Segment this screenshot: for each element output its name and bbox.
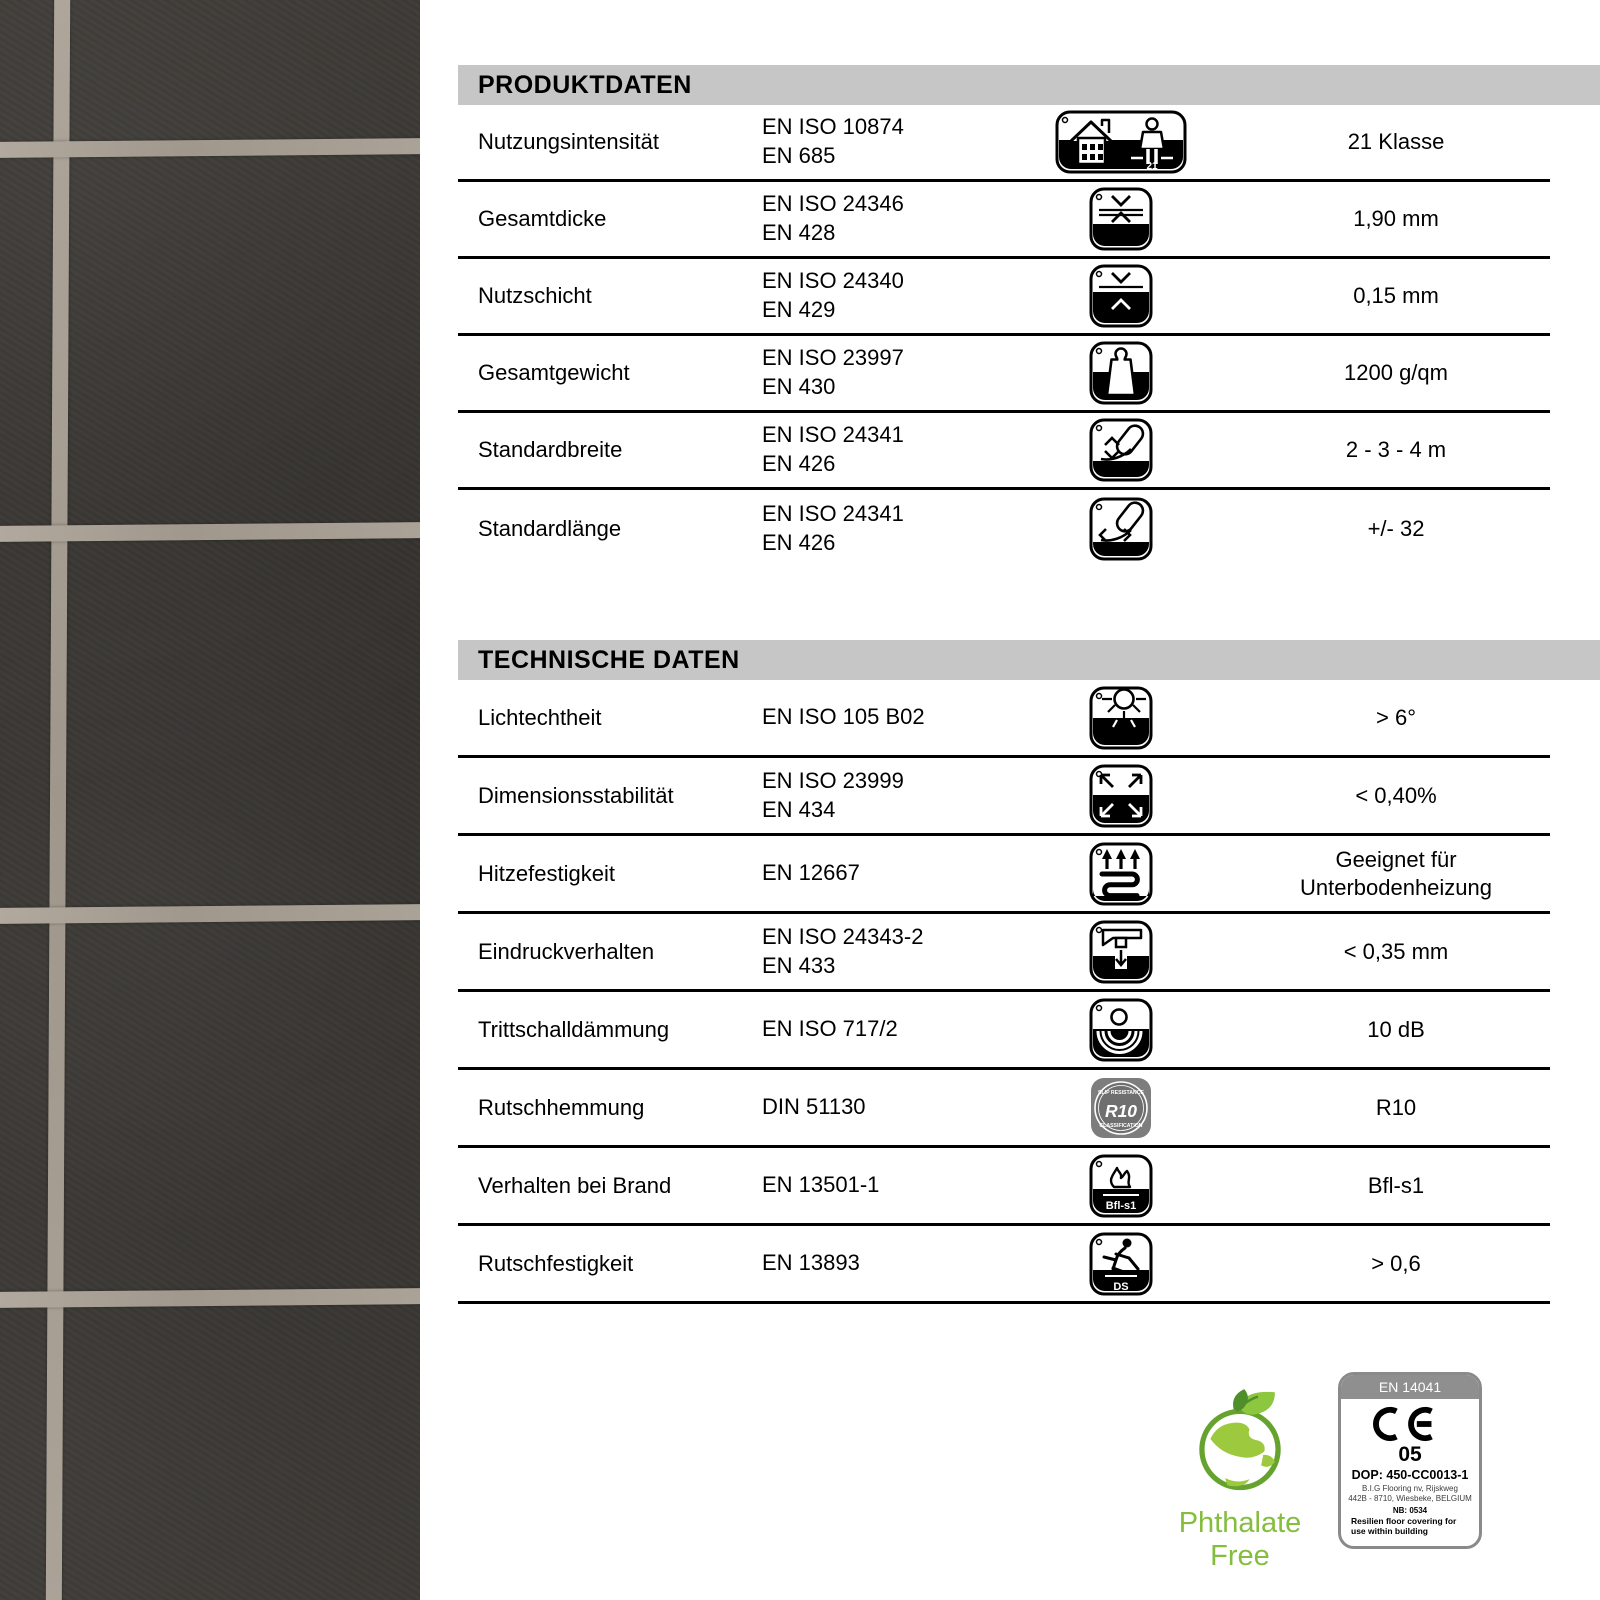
section-title: TECHNISCHE DATEN (478, 645, 740, 674)
section-header-bar (458, 65, 1600, 105)
property-value: 21 Klasse (1347, 129, 1445, 155)
property-value: Bfl-s1 (1367, 1172, 1425, 1198)
svg-text:DS: DS (1113, 1280, 1129, 1293)
fire-behaviour-bfl-s1-icon (1089, 1154, 1153, 1218)
pictogram-cell (1046, 341, 1196, 405)
pictogram-cell (1046, 842, 1196, 906)
table-row (458, 836, 1550, 914)
slip-resistance-ds-icon (1089, 1232, 1153, 1296)
pictogram-cell (1046, 497, 1196, 561)
pictogram-cell (1046, 998, 1196, 1062)
property-label: Rutschfestigkeit (478, 1250, 634, 1276)
property-value: 2 - 3 - 4 m (1345, 437, 1447, 463)
pictogram-cell (1046, 264, 1196, 328)
table-row (458, 413, 1550, 490)
ce-badge-header: EN 14041 (1341, 1375, 1479, 1399)
standard-reference: EN 12667 (762, 860, 860, 886)
tile-photo-panel (0, 0, 420, 1600)
svg-text:R10: R10 (1104, 1100, 1138, 1121)
impact-sound-icon (1089, 998, 1153, 1062)
ce-mark-icon (1371, 1405, 1449, 1443)
property-label: Trittschalldämmung (478, 1016, 670, 1042)
grout-line (0, 138, 420, 158)
svg-text:SLIP RESISTANCE: SLIP RESISTANCE (1098, 1089, 1144, 1096)
grout-line (0, 1288, 420, 1308)
property-value: +/- 32 (1367, 515, 1425, 541)
property-label: Eindruckverhalten (478, 938, 655, 964)
slip-resistance-r10-icon (1089, 1076, 1153, 1140)
property-value: 0,15 mm (1353, 283, 1439, 309)
light-fastness-sun-icon (1089, 686, 1153, 750)
ce-address (1341, 1484, 1479, 1504)
table-row (458, 259, 1550, 336)
table-row (458, 105, 1550, 182)
standard-reference: DIN 51130 (762, 1094, 866, 1120)
ce-nb-number: NB: 0534 (1392, 1506, 1428, 1515)
wear-layer-icon (1089, 264, 1153, 328)
standard-reference: EN 13501-1 (762, 1172, 880, 1198)
property-label: Standardlänge (478, 515, 622, 541)
grout-line (0, 904, 420, 924)
property-label: Gesamtdicke (478, 206, 607, 231)
roll-width-icon (1089, 418, 1153, 482)
property-value: > 6° (1376, 704, 1416, 730)
standard-reference: EN ISO 105 B02 (762, 704, 925, 730)
standard-reference: EN ISO 24343-2 EN 433 (762, 923, 924, 978)
pictogram-cell (1046, 187, 1196, 251)
ce-address-line1: B.I.G Flooring nv, Rijskweg (1362, 1484, 1458, 1493)
property-value: 1,90 mm (1353, 206, 1439, 232)
section-header-bar (458, 640, 1600, 680)
property-label: Standardbreite (478, 437, 623, 462)
data-section (458, 640, 1600, 1304)
standard-reference: EN 13893 (762, 1250, 860, 1276)
total-thickness-icon (1089, 187, 1153, 251)
svg-text:21: 21 (1146, 161, 1158, 172)
underfloor-heating-icon (1089, 842, 1153, 906)
pictogram-cell (1046, 110, 1196, 174)
pictogram-cell (1046, 1154, 1196, 1218)
table-row (458, 914, 1550, 992)
property-label: Gesamtgewicht (478, 360, 630, 385)
property-value: Geeignet für Unterbodenheizung (1299, 847, 1493, 900)
roll-length-icon (1089, 497, 1153, 561)
standard-reference: EN ISO 23999 EN 434 (762, 767, 904, 822)
data-section (458, 65, 1600, 567)
property-value: < 0,35 mm (1343, 938, 1449, 964)
indentation-icon (1089, 920, 1153, 984)
table-row (458, 1148, 1550, 1226)
property-value: 1200 g/qm (1344, 360, 1448, 386)
property-value: 10 dB (1367, 1016, 1425, 1042)
table-row (458, 336, 1550, 413)
table-row (458, 680, 1550, 758)
table-row (458, 490, 1550, 567)
standard-reference: EN ISO 24341 EN 426 (762, 422, 904, 476)
datasheet-content (458, 0, 1600, 1304)
ce-number: 05 (1398, 1443, 1422, 1466)
property-label: Rutschhemmung (478, 1094, 645, 1120)
pictogram-cell (1046, 920, 1196, 984)
usage-class-21-icon (1055, 110, 1187, 174)
ce-dop: DOP: 450-CC0013-1 (1351, 1468, 1469, 1482)
property-label: Lichtechtheit (478, 704, 602, 730)
property-value: < 0,40% (1355, 782, 1437, 808)
property-label: Dimensionsstabilität (478, 782, 674, 808)
table-row (458, 1070, 1550, 1148)
pictogram-cell (1046, 686, 1196, 750)
property-label: Verhalten bei Brand (478, 1172, 672, 1198)
standard-reference: EN ISO 24346 EN 428 (762, 191, 904, 245)
dimensional-stability-icon (1089, 764, 1153, 828)
property-value: > 0,6 (1371, 1250, 1421, 1276)
table-row (458, 182, 1550, 259)
total-weight-icon (1089, 341, 1153, 405)
standard-reference: EN ISO 23997 EN 430 (762, 345, 904, 399)
svg-text:Bfl-s1: Bfl-s1 (1105, 1199, 1137, 1212)
svg-text:CLASSIFICATION: CLASSIFICATION (1099, 1122, 1143, 1129)
grout-line (0, 522, 420, 542)
property-label: Nutzschicht (478, 283, 592, 308)
table-row (458, 1226, 1550, 1304)
pictogram-cell (1046, 1076, 1196, 1140)
ce-description: Resilien floor covering for use within building (1351, 1516, 1457, 1537)
pictogram-cell (1046, 1232, 1196, 1296)
standard-reference: EN ISO 24341 EN 426 (762, 500, 904, 555)
phthalate-free-label: Phthalate Free (1178, 1507, 1302, 1572)
property-value: R10 (1375, 1094, 1417, 1120)
property-label: Hitzefestigkeit (478, 860, 615, 886)
table-row (458, 758, 1550, 836)
ce-certification-badge (1338, 1372, 1482, 1549)
pictogram-cell (1046, 764, 1196, 828)
grout-line (46, 0, 70, 1600)
standard-reference: EN ISO 24340 EN 429 (762, 268, 904, 322)
standard-reference: EN ISO 717/2 (762, 1016, 898, 1042)
pictogram-cell (1046, 418, 1196, 482)
table-row (458, 992, 1550, 1070)
ce-address-line2: 442B - 8710, Wiesbeke, BELGIUM (1348, 1494, 1472, 1503)
section-title: PRODUKTDATEN (478, 70, 692, 99)
property-label: Nutzungsintensität (478, 129, 659, 154)
standard-reference: EN ISO 10874 EN 685 (762, 114, 904, 168)
phthalate-free-badge (1158, 1386, 1322, 1573)
phthalate-globe-icon (1185, 1386, 1295, 1496)
